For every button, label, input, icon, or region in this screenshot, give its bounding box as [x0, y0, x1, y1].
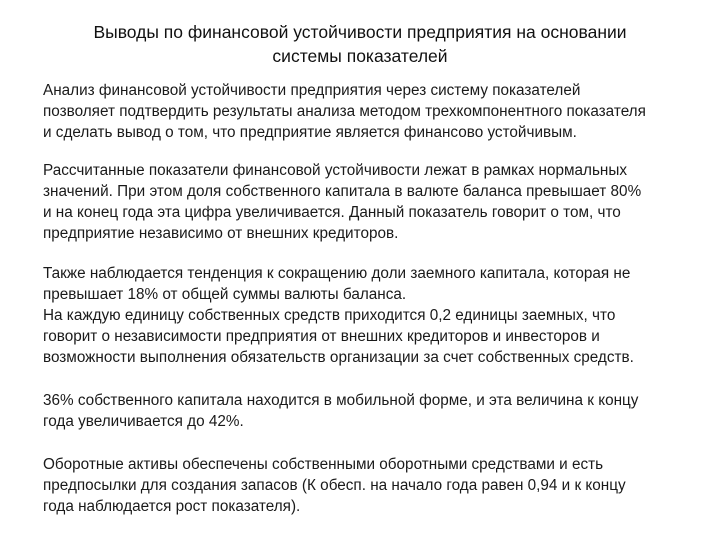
- text-line: 36% собственного капитала находится в мобильной форме, и эта величина к концу: [43, 392, 639, 409]
- text-line: значений. При этом доля собственного капитала в валюте баланса превышает 80%: [43, 183, 642, 200]
- text-line: и сделать вывод о том, что предприятие является финансово устойчивым.: [43, 124, 577, 141]
- text-line: превышает 18% от общей суммы валюты баланса.: [43, 286, 407, 303]
- text-line: Рассчитанные показатели финансовой устойчивости лежат в рамках нормальных: [43, 162, 628, 179]
- paragraph-mobile-capital: [43, 390, 693, 432]
- text-line: и на конец года эта цифра увеличивается. Данный показатель говорит о том, что: [43, 204, 621, 221]
- text-line: На каждую единицу собственных средств приходится 0,2 единицы заемных, что: [43, 307, 616, 324]
- paragraph-conclusion: [43, 80, 693, 143]
- slide-title: [60, 20, 660, 68]
- text-line: года наблюдается рост показателя).: [43, 498, 301, 515]
- text-line: Анализ финансовой устойчивости предприятия через систему показателей: [43, 82, 581, 99]
- slide-title-line: системы показателей: [272, 46, 448, 66]
- text-line: года увеличивается до 42%.: [43, 413, 244, 430]
- text-line: предпосылки для создания запасов (К обесп. на начало года равен 0,94 и к концу: [43, 477, 626, 494]
- text-line: говорит о независимости предприятия от внешних кредиторов и инвесторов и: [43, 328, 600, 345]
- paragraph-equity-share: [43, 160, 693, 244]
- paragraph-current-assets: [43, 454, 693, 517]
- text-line: предприятие независимо от внешних кредиторов.: [43, 225, 399, 242]
- paragraph-debt-share: [43, 263, 693, 368]
- slide-title-line: Выводы по финансовой устойчивости предприятия на основании: [93, 22, 627, 42]
- text-line: позволяет подтвердить результаты анализа методом трехкомпонентного показателя: [43, 103, 646, 120]
- text-line: Также наблюдается тенденция к сокращению доли заемного капитала, которая не: [43, 265, 631, 282]
- text-line: возможности выполнения обязательств организации за счет собственных средств.: [43, 349, 634, 366]
- text-line: Оборотные активы обеспечены собственными оборотными средствами и есть: [43, 456, 604, 473]
